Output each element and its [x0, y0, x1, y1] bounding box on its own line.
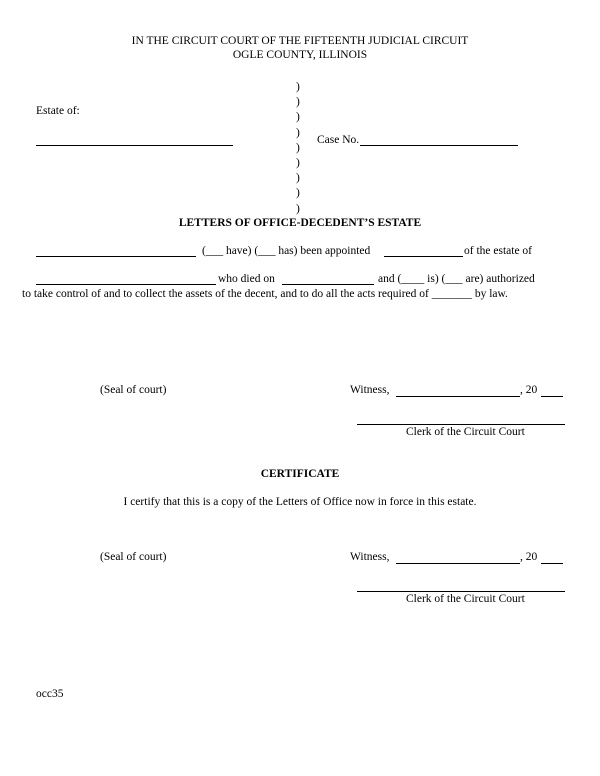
witness-label: Witness, — [350, 384, 390, 396]
caption-paren: ) — [296, 141, 300, 154]
year-prefix: , 20 — [520, 551, 538, 563]
decedent-name-line[interactable] — [36, 284, 216, 285]
witness-date-line[interactable] — [396, 563, 520, 564]
appointment-type-line[interactable] — [384, 256, 463, 257]
form-code: occ35 — [36, 688, 64, 700]
caption-paren: ) — [296, 172, 300, 185]
court-heading-line1: IN THE CIRCUIT COURT OF THE FIFTEENTH JUDICIAL CIRCUIT — [131, 35, 469, 47]
certificate-title: CERTIFICATE — [260, 468, 340, 480]
clerk-label: Clerk of the Circuit Court — [406, 426, 525, 438]
clerk-label: Clerk of the Circuit Court — [406, 593, 525, 605]
certificate-text: I certify that this is a copy of the Letters of Office now in force in this estate. — [123, 496, 477, 508]
case-no-line[interactable] — [360, 145, 518, 146]
caption-paren: ) — [296, 126, 300, 139]
caption-paren: ) — [296, 187, 300, 200]
died-on-text: who died on — [218, 273, 275, 285]
estate-name-line[interactable] — [36, 145, 233, 146]
year-line[interactable] — [541, 563, 563, 564]
date-of-death-line[interactable] — [282, 284, 374, 285]
clerk-signature-line[interactable] — [357, 591, 565, 592]
estate-of-label: Estate of: — [36, 105, 80, 117]
witness-label: Witness, — [350, 551, 390, 563]
court-heading-line2: OGLE COUNTY, ILLINOIS — [232, 49, 368, 61]
letters-title: LETTERS OF OFFICE-DECEDENT’S ESTATE — [178, 217, 422, 229]
witness-date-line[interactable] — [396, 396, 520, 397]
clerk-signature-line[interactable] — [357, 424, 565, 425]
year-line[interactable] — [541, 396, 563, 397]
case-no-label: Case No. — [317, 134, 360, 146]
caption-paren: ) — [296, 156, 300, 169]
year-prefix: , 20 — [520, 384, 538, 396]
authority-text: to take control of and to collect the assets of the decent, and to do all the acts required of _______ by law. — [22, 288, 508, 300]
appointed-text: (___ have) (___ has) been appointed — [202, 245, 371, 257]
caption-paren: ) — [296, 81, 300, 93]
caption-paren-column — [296, 80, 306, 217]
caption-paren: ) — [296, 111, 300, 124]
caption-paren: ) — [296, 202, 300, 215]
authorized-text: and (____ is) (___ are) authorized — [378, 273, 535, 285]
seal-of-court-label: (Seal of court) — [100, 551, 167, 563]
representative-name-line[interactable] — [36, 256, 196, 257]
estate-of-text: of the estate of — [464, 245, 533, 257]
seal-of-court-label: (Seal of court) — [100, 384, 167, 396]
caption-paren: ) — [296, 96, 300, 109]
